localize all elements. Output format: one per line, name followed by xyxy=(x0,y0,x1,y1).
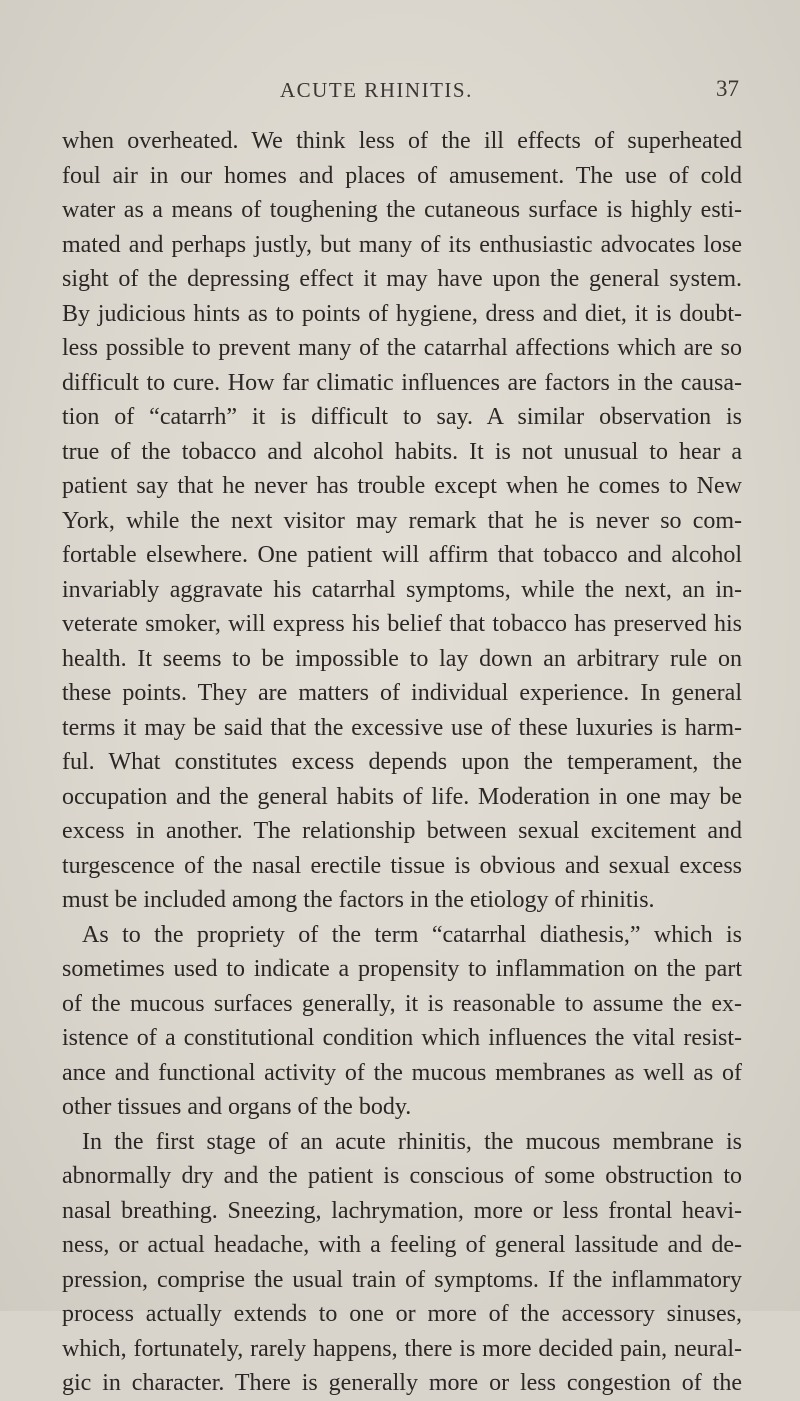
text-line: sometimes used to indicate a propensity to inflammation on the part xyxy=(62,956,742,982)
text-line: invariably aggravate his catarrhal symptoms, while the next, an in- xyxy=(62,576,742,603)
text-line: tion of “catarrh” it is difficult to say. A similar observation is xyxy=(62,404,742,430)
text-line: fortable elsewhere. One patient will affirm that tobacco and alcohol xyxy=(62,542,742,568)
text-line: sight of the depressing effect it may have upon the general system. xyxy=(62,266,742,292)
running-head: ACUTE RHINITIS. xyxy=(280,78,473,102)
text-line: must be included among the factors in the etiology of rhinitis. xyxy=(62,887,655,913)
page-header xyxy=(280,78,740,108)
body-text xyxy=(62,124,742,1401)
text-line: York, while the next visitor may remark that he is never so com- xyxy=(62,507,742,534)
text-line: health. It seems to be impossible to lay down an arbitrary rule on xyxy=(62,645,742,672)
text-line: water as a means of toughening the cutaneous surface is highly esti- xyxy=(62,197,742,223)
text-line: occupation and the general habits of life. Moderation in one may be xyxy=(62,783,742,810)
text-line: true of the tobacco and alcohol habits. It is not unusual to hear a xyxy=(62,438,742,465)
text-line: pression, comprise the usual train of symptoms. If the inflammatory xyxy=(62,1266,742,1293)
text-line: process actually extends to one or more of the accessory sinuses, xyxy=(62,1301,742,1327)
text-line: As to the propriety of the term “catarrhal diathesis,” which is xyxy=(82,921,742,948)
text-line: patient say that he never has trouble except when he comes to New xyxy=(62,473,742,499)
text-line: less possible to prevent many of the catarrhal affections which are so xyxy=(62,335,742,361)
text-line: ance and functional activity of the mucous membranes as well as of xyxy=(62,1059,742,1086)
text-line: ful. What constitutes excess depends upon the temperament, the xyxy=(62,749,742,775)
text-line: In the first stage of an acute rhinitis, the mucous membrane is xyxy=(82,1128,742,1155)
text-line: By judicious hints as to points of hygiene, dress and diet, it is doubt- xyxy=(62,300,742,327)
text-line: gic in character. There is generally more or less congestion of the xyxy=(62,1370,742,1396)
text-line: nasal breathing. Sneezing, lachrymation, more or less frontal heavi- xyxy=(62,1197,742,1224)
text-line: when overheated. We think less of the ill effects of superheated xyxy=(62,128,742,154)
text-line: veterate smoker, will express his belief that tobacco has preserved his xyxy=(62,611,742,637)
text-line: difficult to cure. How far climatic influences are factors in the causa- xyxy=(62,369,742,396)
text-line: excess in another. The relationship between sexual excitement and xyxy=(62,818,742,844)
text-line: foul air in our homes and places of amusement. The use of cold xyxy=(62,162,742,189)
text-line: istence of a constitutional condition which influences the vital resist- xyxy=(62,1025,742,1051)
text-line: these points. They are matters of individual experience. In general xyxy=(62,680,742,706)
text-line: terms it may be said that the excessive use of these luxuries is harm- xyxy=(62,714,742,741)
text-line: turgescence of the nasal erectile tissue is obvious and sexual excess xyxy=(62,852,742,879)
text-line: abnormally dry and the patient is conscious of some obstruction to xyxy=(62,1163,742,1189)
text-line: ness, or actual headache, with a feeling of general lassitude and de- xyxy=(62,1232,742,1258)
text-line: of the mucous surfaces generally, it is reasonable to assume the ex- xyxy=(62,990,742,1017)
text-line: other tissues and organs of the body. xyxy=(62,1094,412,1120)
text-line: mated and perhaps justly, but many of its enthusiastic advocates lose xyxy=(62,231,742,258)
text-line: which, fortunately, rarely happens, there is more decided pain, neural- xyxy=(62,1335,742,1362)
page-number: 37 xyxy=(716,76,739,101)
